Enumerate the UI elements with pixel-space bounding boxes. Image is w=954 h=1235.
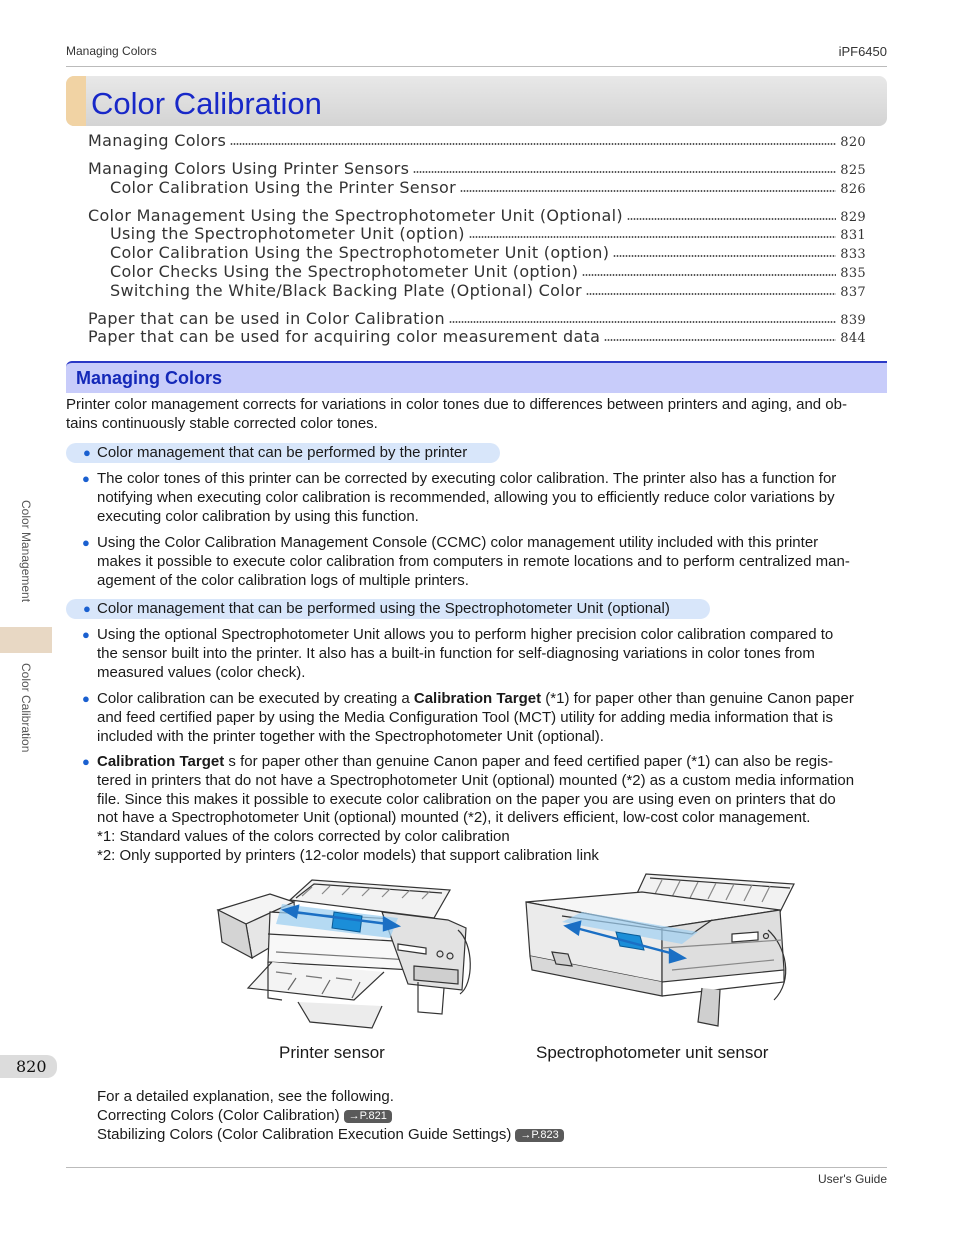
toc-label: Color Management Using the Spectrophotometer Unit (Optional): [88, 206, 623, 225]
toc-item[interactable]: [110, 262, 866, 281]
toc-label: Color Calibration Using the Spectrophotometer Unit (option): [110, 243, 610, 262]
bullet-dot-icon: ●: [82, 471, 90, 486]
text-line: Printer color management corrects for variations in color tones due to differences between printers and aging, and ob-: [66, 396, 847, 413]
toc-leader: [460, 189, 836, 193]
text-line: the sensor built into the printer. It also has a built-in function for self-diagnosing variations in color tones from: [97, 644, 815, 662]
text-line: and feed certified paper by using the Media Configuration Tool (MCT) utility for adding media information that is: [97, 708, 833, 726]
text-line: [97, 690, 887, 709]
text-line: *1: Standard values of the colors corrected by color calibration: [97, 828, 510, 846]
page-reference-badge[interactable]: →P.823: [515, 1129, 563, 1142]
section-heading-bar: [66, 361, 887, 393]
text-line: *2: Only supported by printers (12-color models) that support calibration link: [97, 846, 599, 864]
bullet-dot-icon: ●: [82, 627, 90, 642]
toc-leader: [449, 320, 836, 324]
toc-page: 835: [840, 266, 866, 281]
toc-leader: [582, 273, 836, 277]
text-fragment: (*1) for paper other than genuine Canon paper: [541, 690, 854, 707]
page-title: Color Calibration: [91, 86, 322, 121]
toc-label: Managing Colors Using Printer Sensors: [88, 159, 410, 178]
toc-leader: [469, 235, 836, 239]
text-line: measured values (color check).: [97, 663, 306, 681]
reference-link-text[interactable]: Correcting Colors (Color Calibration): [97, 1107, 340, 1124]
list-item: [82, 534, 887, 590]
toc-page: 831: [840, 228, 866, 243]
bold-term: Calibration Target: [97, 753, 225, 770]
spectrophotometer-sensor-illustration: [522, 870, 802, 1038]
list-item: [82, 470, 887, 526]
list-item: [82, 690, 887, 746]
toc-page: 820: [840, 135, 866, 150]
toc-item[interactable]: [110, 178, 866, 197]
page-reference-badge[interactable]: →P.821: [344, 1110, 392, 1123]
toc-label: Color Calibration Using the Printer Sensor: [110, 178, 456, 197]
text-line: file. Since this makes it possible to execute color calibration on the paper you are using even on printers that do: [97, 790, 836, 808]
reference-link[interactable]: [97, 1125, 564, 1144]
bullet-dot-icon: ●: [82, 535, 90, 550]
bullet-dot-icon: ●: [82, 754, 90, 769]
reference-link-text[interactable]: Stabilizing Colors (Color Calibration Execution Guide Settings): [97, 1126, 512, 1143]
toc-item[interactable]: [88, 309, 866, 328]
text-line: included with the printer together with the Spectrophotometer Unit (optional).: [97, 727, 604, 745]
printer-sensor-illustration: [212, 872, 472, 1036]
toc-leader: [627, 217, 836, 221]
subheading-spectrophotometer: [66, 599, 710, 619]
text-fragment: s for paper other than genuine Canon paper and feed certified paper (*1) can also be regis-: [224, 753, 833, 770]
text-line: The color tones of this printer can be corrected by executing color calibration. The printer also has a function for: [97, 470, 837, 487]
toc-item[interactable]: [110, 281, 866, 300]
toc-leader: [413, 170, 836, 174]
page-number: 820: [0, 1055, 57, 1078]
toc-page: 837: [840, 285, 866, 300]
toc-item[interactable]: [88, 327, 866, 346]
toc-label: Switching the White/Black Backing Plate (Optional) Color: [110, 281, 582, 300]
toc-page: 829: [840, 210, 866, 225]
text-line: not have a Spectrophotometer Unit (optional) mounted (*2), it delivers efficient, low-cost color management.: [97, 809, 811, 827]
header-rule: [66, 66, 887, 67]
toc-leader: [613, 254, 836, 258]
toc-leader: [604, 338, 836, 342]
text-line: makes it possible to execute color calibration from computers in remote locations and to perform centralized man-: [97, 552, 850, 570]
bullet-dot-icon: ●: [82, 691, 90, 706]
text-line: tains continuously stable corrected color tones.: [66, 414, 378, 432]
section-heading: Managing Colors: [76, 368, 223, 388]
toc-page: 839: [840, 313, 866, 328]
bold-term: Calibration Target: [413, 690, 542, 707]
list-item: [82, 626, 887, 682]
text-line: notifying when executing color calibration is recommended, allowing you to efficiently reduce color variations by: [97, 488, 835, 506]
toc-leader: [586, 292, 836, 296]
running-header-section: Managing Colors: [66, 44, 157, 58]
footer-rule: [66, 1167, 887, 1168]
toc-label: Using the Spectrophotometer Unit (option): [110, 224, 465, 243]
text-line: Using the optional Spectrophotometer Unit allows you to perform higher precision color calibration compared to: [97, 626, 834, 643]
reference-intro: For a detailed explanation, see the following.: [97, 1088, 394, 1105]
toc-item[interactable]: [110, 224, 866, 243]
figure-caption-printer-sensor: Printer sensor: [279, 1043, 385, 1062]
subheading-text: Color management that can be performed using the Spectrophotometer Unit (optional): [97, 600, 670, 617]
reference-link[interactable]: [97, 1106, 392, 1125]
toc-label: Color Checks Using the Spectrophotometer Unit (option): [110, 262, 579, 281]
toc-label: Paper that can be used in Color Calibration: [88, 309, 445, 328]
text-line: agement of the color calibration logs of multiple printers.: [97, 571, 469, 589]
running-header-model: iPF6450: [838, 44, 887, 59]
toc-item[interactable]: [88, 159, 866, 178]
subheading-text: Color management that can be performed by the printer: [97, 444, 468, 461]
toc-item[interactable]: [88, 206, 866, 225]
page-title-bar: [66, 76, 887, 126]
bullet-dot-icon: ●: [83, 601, 91, 616]
text-line: executing color calibration by using this function.: [97, 507, 419, 525]
intro-paragraph: [66, 396, 887, 434]
subheading-printer: [66, 443, 500, 463]
text-line: tered in printers that do not have a Spectrophotometer Unit (optional) mounted (*2) as a custom media information: [97, 771, 855, 789]
side-tab-color-calibration[interactable]: Color Calibration: [19, 663, 33, 753]
toc-leader: [230, 142, 836, 146]
bullet-dot-icon: ●: [83, 445, 91, 460]
toc-page: 825: [840, 163, 866, 178]
text-fragment: Color calibration can be executed by creating a: [97, 690, 414, 707]
list-item: [82, 753, 887, 866]
title-accent: [66, 76, 86, 126]
toc-item[interactable]: [88, 131, 866, 150]
text-line: Using the Color Calibration Management Console (CCMC) color management utility included with this printer: [97, 534, 819, 551]
toc-label: Managing Colors: [88, 131, 227, 150]
toc-page: 833: [840, 247, 866, 262]
toc-item[interactable]: [110, 243, 866, 262]
side-tab-highlight: [0, 627, 52, 653]
side-tab-color-management[interactable]: Color Management: [19, 500, 33, 603]
text-line: [97, 753, 887, 772]
figure-caption-spectrophotometer: Spectrophotometer unit sensor: [536, 1043, 769, 1062]
footer-guide-name: User's Guide: [818, 1172, 887, 1186]
toc-label: Paper that can be used for acquiring color measurement data: [88, 327, 601, 346]
toc-page: 826: [840, 182, 866, 197]
toc-page: 844: [840, 331, 866, 346]
